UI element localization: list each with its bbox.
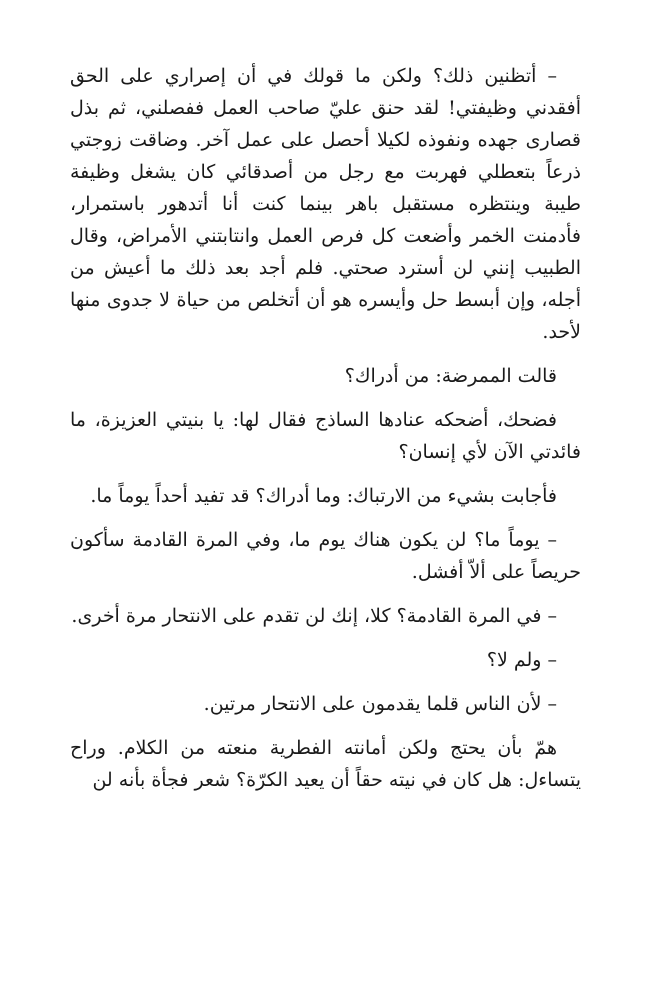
paragraph-7: – ولم لا؟ bbox=[486, 649, 557, 671]
paragraph-6: – في المرة القادمة؟ كلا، إنك لن تقدم على الانتحار مرة أخرى. bbox=[71, 605, 557, 627]
paragraph-1: – أتظنين ذلك؟ ولكن ما قولك في أن إصراري على الحق أفقدني وظيفتي! لقد حنق عليّ صاحب العمل ففصلني، ثم بذل قصارى جهده ونفوذه لكيلا أحصل على عمل آخر. وضاقت زوجتي ذرعاً بتعطلي فهربت مع رجل من أصدقائي كان يشغل وظيفة طيبة وينتظره مستقبل باهر بينما كنت أنا أتدهور باستمرار، فأدمنت الخمر وأضعت كل فرص العمل وانتابتني الأمراض، وقال الطبيب إنني لن أسترد صحتي. فلم أجد بعد ذلك ما أعيش من أجله، وإن أبسط حل وأيسره هو أن أتخلص من حياة لا جدوى منها لأحد. bbox=[70, 65, 581, 343]
paragraph-9: همّ بأن يحتج ولكن أمانته الفطرية منعته من الكلام. وراح يتساءل: هل كان في نيته حقاً أن يعيد الكرّة؟ شعر فجأة بأنه لن bbox=[70, 737, 581, 791]
document-page bbox=[70, 60, 581, 995]
paragraph-4: فأجابت بشيء من الارتباك: وما أدراك؟ قد تفيد أحداً يوماً ما. bbox=[90, 485, 557, 507]
paragraph-8: – لأن الناس قلما يقدمون على الانتحار مرتين. bbox=[203, 693, 557, 715]
paragraph-2: قالت الممرضة: من أدراك؟ bbox=[344, 365, 557, 387]
paragraph-5: – يوماً ما؟ لن يكون هناك يوم ما، وفي المرة القادمة سأكون حريصاً على ألاّ أفشل. bbox=[70, 529, 581, 583]
paragraph-3: فضحك، أضحكه عنادها الساذج فقال لها: يا بنيتي العزيزة، ما فائدتي الآن لأي إنسان؟ bbox=[70, 409, 581, 463]
